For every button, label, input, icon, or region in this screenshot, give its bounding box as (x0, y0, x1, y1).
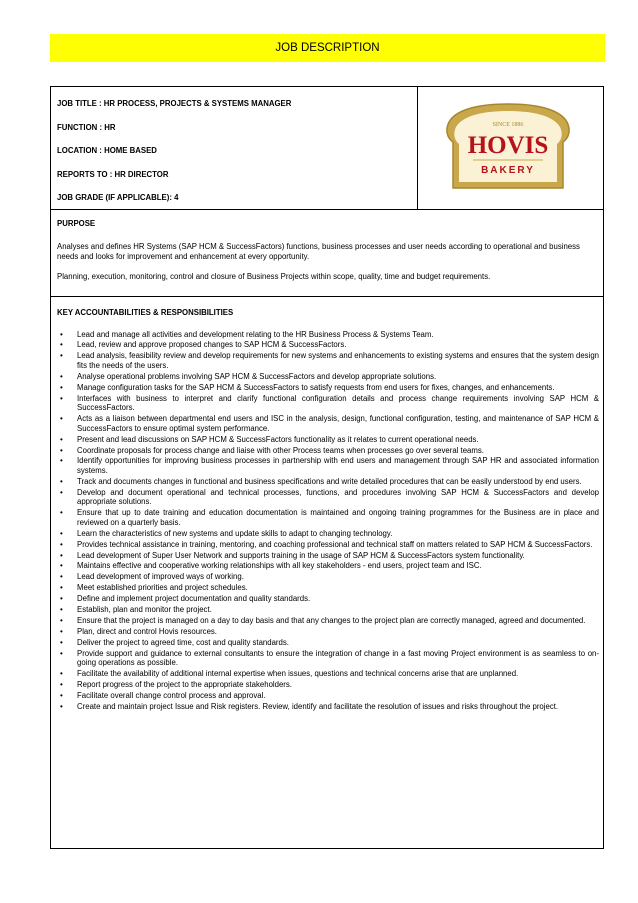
job-reports-to: REPORTS TO : HR DIRECTOR (57, 169, 169, 179)
bullet-icon: • (60, 329, 63, 339)
job-grade: JOB GRADE (IF APPLICABLE): 4 (57, 193, 179, 202)
list-item-text: Lead development of Super User Network and supports training in the usage of SAP HCM & SuccessFactors system functionality. (77, 550, 525, 560)
list-item-text: Establish, plan and monitor the project. (77, 604, 212, 614)
bullet-icon: • (60, 572, 63, 582)
list-item-text: Lead, review and approve proposed changes to SAP HCM & SuccessFactors. (77, 340, 347, 350)
bullet-icon: • (60, 626, 63, 636)
job-function: FUNCTION : HR (57, 122, 116, 132)
bullet-icon: • (60, 528, 63, 538)
bullet-icon: • (60, 340, 63, 350)
bullet-icon: • (60, 456, 63, 466)
logo-sub-text: BAKERY (481, 165, 535, 176)
bullet-icon: • (60, 679, 63, 689)
list-item-text: Facilitate the availability of additional internal expertise when issues, questions and technical concerns arise that are unplanned. (77, 669, 519, 679)
list-item-text: Acts as a liaison between departmental end users and ISC in the analysis, design, functional configuration, testing, and maintenance of SAP HCM & SuccessFactors to ensure optimal system performance. (77, 414, 599, 433)
list-item (57, 680, 599, 690)
column-divider (417, 87, 418, 209)
list-item (57, 394, 599, 413)
list-item-text: Ensure that up to date training and education documentation is maintained and ongoing training programmes for the Business are in place and reviewed on a quarterly basis. (77, 508, 599, 527)
job-location: LOCATION : HOME BASED (57, 146, 157, 155)
list-item (57, 616, 599, 626)
list-item (57, 551, 599, 561)
list-item-text: Manage configuration tasks for the SAP HCM & SuccessFactors to satisfy requests from end users for fixes, changes, and enhancements. (77, 382, 555, 392)
list-item-text: Ensure that the project is managed on a day to day basis and that any changes to the project plan are correctly managed, agreed and documented. (77, 615, 586, 625)
list-item (57, 508, 599, 527)
list-item-text: Maintains effective and cooperative working relationships with all key stakeholders - end users, project team and ISC. (77, 561, 482, 571)
list-item (57, 414, 599, 433)
purpose-section (50, 209, 604, 297)
list-item-text: Facilitate overall change control process and approval. (77, 690, 266, 700)
list-item (57, 649, 599, 668)
list-item (57, 456, 599, 475)
job-header-section (50, 86, 604, 210)
list-item-text: Present and lead discussions on SAP HCM & SuccessFactors functionality as it relates to current operational needs. (77, 434, 479, 444)
document-title: JOB DESCRIPTION (50, 34, 605, 62)
job-title: JOB TITLE : HR PROCESS, PROJECTS & SYSTEMS MANAGER (57, 99, 292, 108)
bullet-icon: • (60, 669, 63, 679)
list-item (57, 583, 599, 593)
bullet-icon: • (60, 637, 63, 647)
list-item (57, 351, 599, 370)
list-item (57, 340, 599, 350)
list-item-text: Learn the characteristics of new systems and update skills to adapt to changing technology. (77, 528, 393, 538)
purpose-paragraph-2: Planning, execution, monitoring, control and closure of Business Projects within scope, quality, time and budget requirements. (57, 271, 491, 281)
list-item (57, 572, 599, 582)
bullet-icon: • (60, 594, 63, 604)
list-item (57, 330, 599, 340)
logo-brand-text: HOVIS (467, 132, 549, 159)
bullet-icon: • (60, 550, 63, 560)
list-item-text: Identify opportunities for improving business processes in partnership with end users and management through SAP HR and associated information systems. (77, 456, 599, 475)
hovis-bakery-logo (443, 102, 573, 194)
list-item (57, 372, 599, 382)
list-item (57, 561, 599, 571)
list-item-text: Track and documents changes in functional and business specifications and write detailed procedures that can be easily understood by end users. (77, 476, 582, 486)
list-item (57, 540, 599, 550)
list-item (57, 605, 599, 615)
list-item (57, 383, 599, 393)
list-item-text: Lead analysis, feasibility review and develop requirements for new systems and enhancements to existing systems and ensures that the system design fits the needs of the users. (77, 351, 599, 370)
list-item-text: Define and implement project documentation and quality standards. (77, 594, 311, 604)
bullet-icon: • (60, 487, 63, 497)
bullet-icon: • (60, 648, 63, 658)
bullet-icon: • (60, 615, 63, 625)
list-item (57, 691, 599, 701)
list-item-text: Provides technical assistance in training, mentoring, and coaching professional and technical staff on matters related to SAP HCM & SuccessFactors. (77, 539, 593, 549)
list-item-text: Interfaces with business to interpret and clarify functional configuration details and process change requirements involving SAP HCM & SuccessFactors. (77, 393, 599, 413)
bullet-icon: • (60, 701, 63, 711)
bullet-icon: • (60, 539, 63, 549)
bullet-icon: • (60, 351, 63, 361)
job-details (57, 98, 407, 216)
purpose-heading: PURPOSE (57, 219, 96, 228)
bullet-icon: • (60, 414, 63, 424)
list-item-text: Deliver the project to agreed time, cost and quality standards. (77, 637, 289, 647)
list-item-text: Provide support and guidance to external consultants to ensure the integration of change in a fast moving Project environment is as seamless to on-going operations as possible. (77, 648, 599, 668)
bullet-icon: • (60, 371, 63, 381)
bullet-icon: • (60, 393, 63, 403)
list-item-text: Create and maintain project Issue and Risk registers. Review, identify and facilitate the resolution of issues and risks throughout the project. (77, 701, 559, 711)
bullet-icon: • (60, 508, 63, 518)
logo-since-text: SINCE 1886 (492, 122, 524, 128)
list-item-text: Lead development of improved ways of working. (77, 572, 244, 582)
list-item (57, 669, 599, 679)
key-accountabilities-heading: KEY ACCOUNTABILITIES & RESPONSIBILITIES (57, 308, 234, 317)
list-item-text: Coordinate proposals for process change and liaise with other Process teams when processes go over several teams. (77, 445, 484, 455)
list-item (57, 638, 599, 648)
list-item-text: Report progress of the project to the appropriate stakeholders. (77, 679, 292, 689)
list-item (57, 594, 599, 604)
list-item-text: Analyse operational problems involving SAP HCM & SuccessFactors and develop appropriate solutions. (77, 371, 437, 381)
list-item (57, 702, 599, 712)
bullet-icon: • (60, 583, 63, 593)
bullet-icon: • (60, 434, 63, 444)
list-item-text: Lead and manage all activities and development relating to the HR Business Process & Systems Team. (77, 329, 434, 339)
list-item (57, 477, 599, 487)
purpose-paragraph-1: Analyses and defines HR Systems (SAP HCM & SuccessFactors) functions, business processes and user needs according to operational and business needs and looks for improvement and enhancement at every opportunity. (57, 241, 580, 261)
list-item (57, 488, 599, 507)
responsibilities-list (57, 330, 599, 712)
bullet-icon: • (60, 445, 63, 455)
bullet-icon: • (60, 476, 63, 486)
list-item-text: Meet established priorities and project schedules. (77, 583, 248, 593)
list-item (57, 435, 599, 445)
list-item-text: Plan, direct and control Hovis resources. (77, 626, 217, 636)
list-item (57, 446, 599, 456)
list-item (57, 529, 599, 539)
bullet-icon: • (60, 690, 63, 700)
key-accountabilities-section (50, 296, 604, 849)
list-item-text: Develop and document operational and technical processes, functions, and procedures involving SAP HCM & SuccessFactors and develop appropriate solutions. (77, 487, 599, 507)
bullet-icon: • (60, 604, 63, 614)
bullet-icon: • (60, 561, 63, 571)
list-item (57, 627, 599, 637)
bullet-icon: • (60, 382, 63, 392)
